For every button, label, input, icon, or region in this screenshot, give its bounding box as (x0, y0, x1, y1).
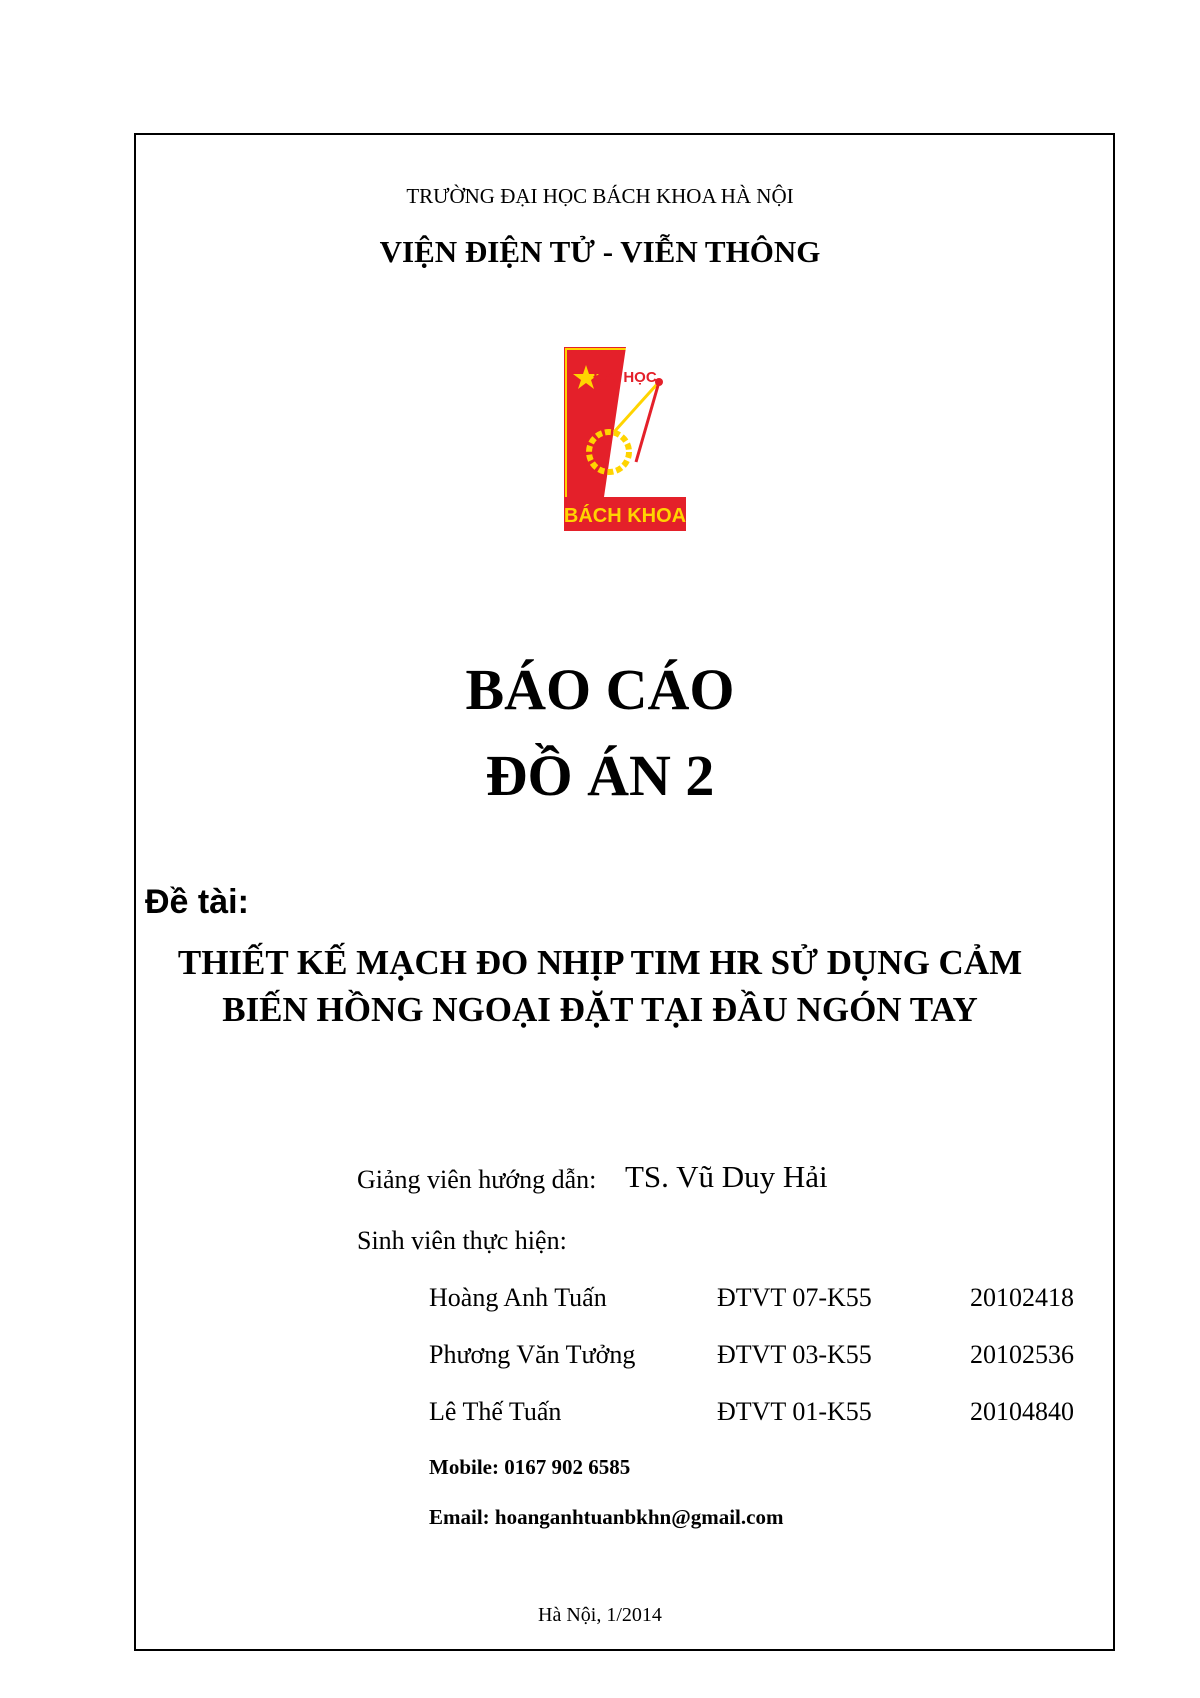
topic-label: Đề tài: (145, 883, 249, 921)
advisor-label: Giảng viên hướng dẫn: (357, 1165, 597, 1194)
student-class: ĐTVT 03-K55 (717, 1340, 872, 1369)
topic-title-line-1: THIẾT KẾ MẠCH ĐO NHỊP TIM HR SỬ DỤNG CẢM (177, 943, 1023, 982)
student-class: ĐTVT 07-K55 (717, 1283, 872, 1312)
place-date: Hà Nội, 1/2014 (538, 1604, 662, 1626)
topic-title-line-2: BIẾN HỒNG NGOẠI ĐẶT TẠI ĐẦU NGÓN TAY (222, 990, 978, 1029)
email-contact: Email: hoanganhtuanbkhn@gmail.com (429, 1505, 784, 1529)
student-row (0, 1340, 1200, 1380)
student-name: Phương Văn Tưởng (429, 1340, 636, 1369)
university-name: TRƯỜNG ĐẠI HỌC BÁCH KHOA HÀ NỘI (406, 184, 794, 208)
student-class: ĐTVT 01-K55 (717, 1397, 872, 1426)
mobile-contact: Mobile: 0167 902 6585 (429, 1455, 631, 1479)
report-title: BÁO CÁO (465, 657, 735, 722)
student-name: Hoàng Anh Tuấn (429, 1283, 607, 1312)
university-logo (564, 347, 686, 531)
bach-khoa-logo-icon (564, 347, 686, 531)
student-id: 20102536 (970, 1340, 1074, 1369)
student-id: 20102418 (970, 1283, 1074, 1312)
logo-bottom-text: BÁCH KHOA (564, 505, 686, 527)
student-name: Lê Thế Tuấn (429, 1397, 562, 1426)
student-id: 20104840 (970, 1397, 1074, 1426)
students-label: Sinh viên thực hiện: (357, 1226, 567, 1255)
logo-top-text: ĐẠI HỌC (593, 369, 657, 386)
institute-name: VIỆN ĐIỆN TỬ - VIỄN THÔNG (379, 234, 821, 269)
report-subtitle: ĐỒ ÁN 2 (485, 743, 715, 808)
advisor-name: TS. Vũ Duy Hải (625, 1159, 828, 1194)
student-row (0, 1397, 1200, 1437)
student-row (0, 1283, 1200, 1323)
